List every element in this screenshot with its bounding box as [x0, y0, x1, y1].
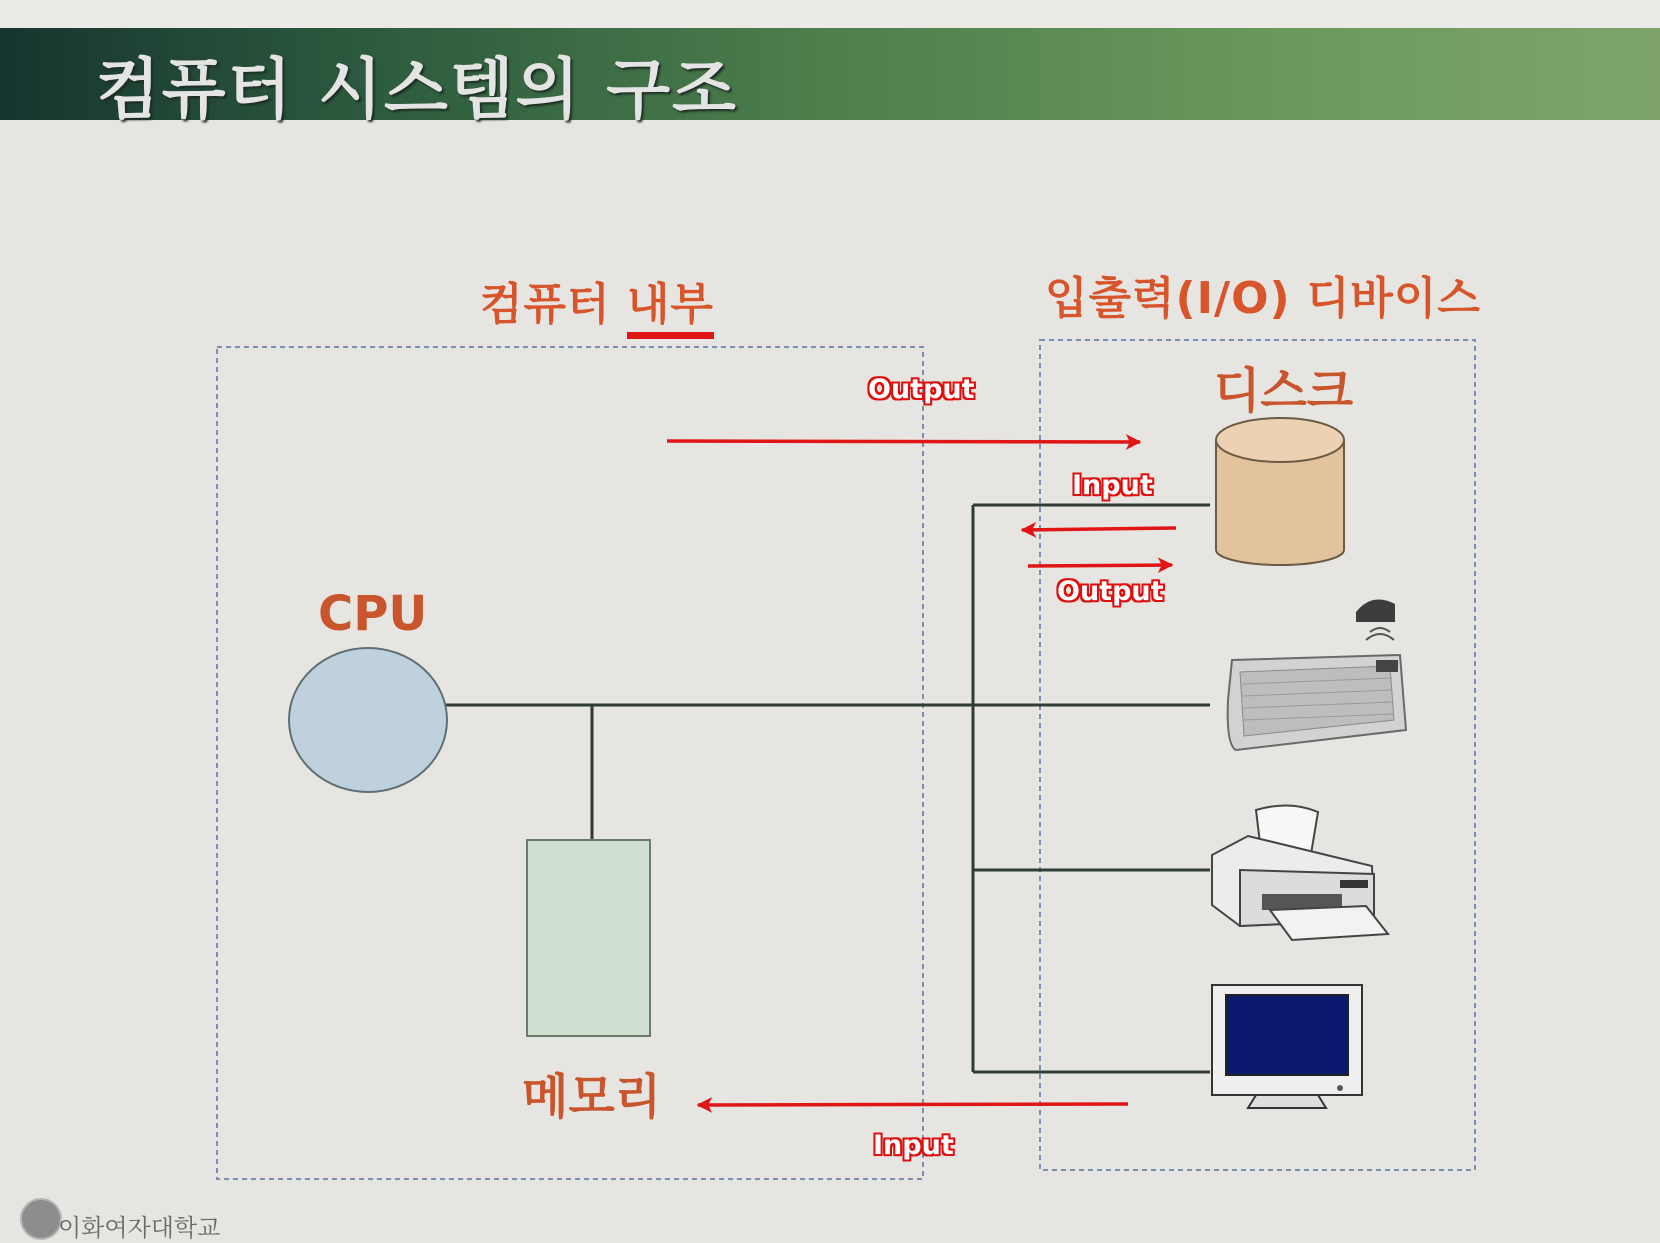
io-devices-label: 입출력(I/O) 디바이스 — [1045, 273, 1481, 324]
keyboard-icon — [1228, 600, 1406, 751]
university-logo-icon — [20, 1198, 62, 1240]
output-top-label: Output — [868, 374, 975, 405]
slide-title: 컴퓨터 시스템의 구조 — [96, 51, 738, 128]
output-disk-label: Output — [1057, 576, 1164, 607]
monitor-icon — [1212, 985, 1362, 1108]
cpu-label: CPU — [318, 586, 428, 642]
arrow-input-disk — [1022, 528, 1176, 530]
input-bottom-label: Input — [873, 1130, 954, 1161]
memory-label: 메모리 — [522, 1069, 662, 1125]
arrow-input-bottom — [698, 1104, 1128, 1105]
memory-block — [527, 840, 650, 1036]
cpu-node — [289, 648, 447, 792]
disk-icon — [1216, 418, 1344, 565]
arrow-output-top — [667, 441, 1140, 442]
disk-label: 디스크 — [1214, 363, 1354, 419]
computer-inside-label — [480, 268, 714, 332]
arrow-output-disk — [1028, 565, 1172, 566]
printer-icon — [1212, 805, 1388, 940]
computer-inside-label-a: 컴퓨터 — [480, 279, 627, 330]
university-name: 이화여자대학교 — [58, 1214, 221, 1242]
io-arrows — [667, 441, 1176, 1105]
computer-inside-label-b: 내부 — [627, 279, 714, 339]
input-disk-label: Input — [1072, 470, 1153, 501]
